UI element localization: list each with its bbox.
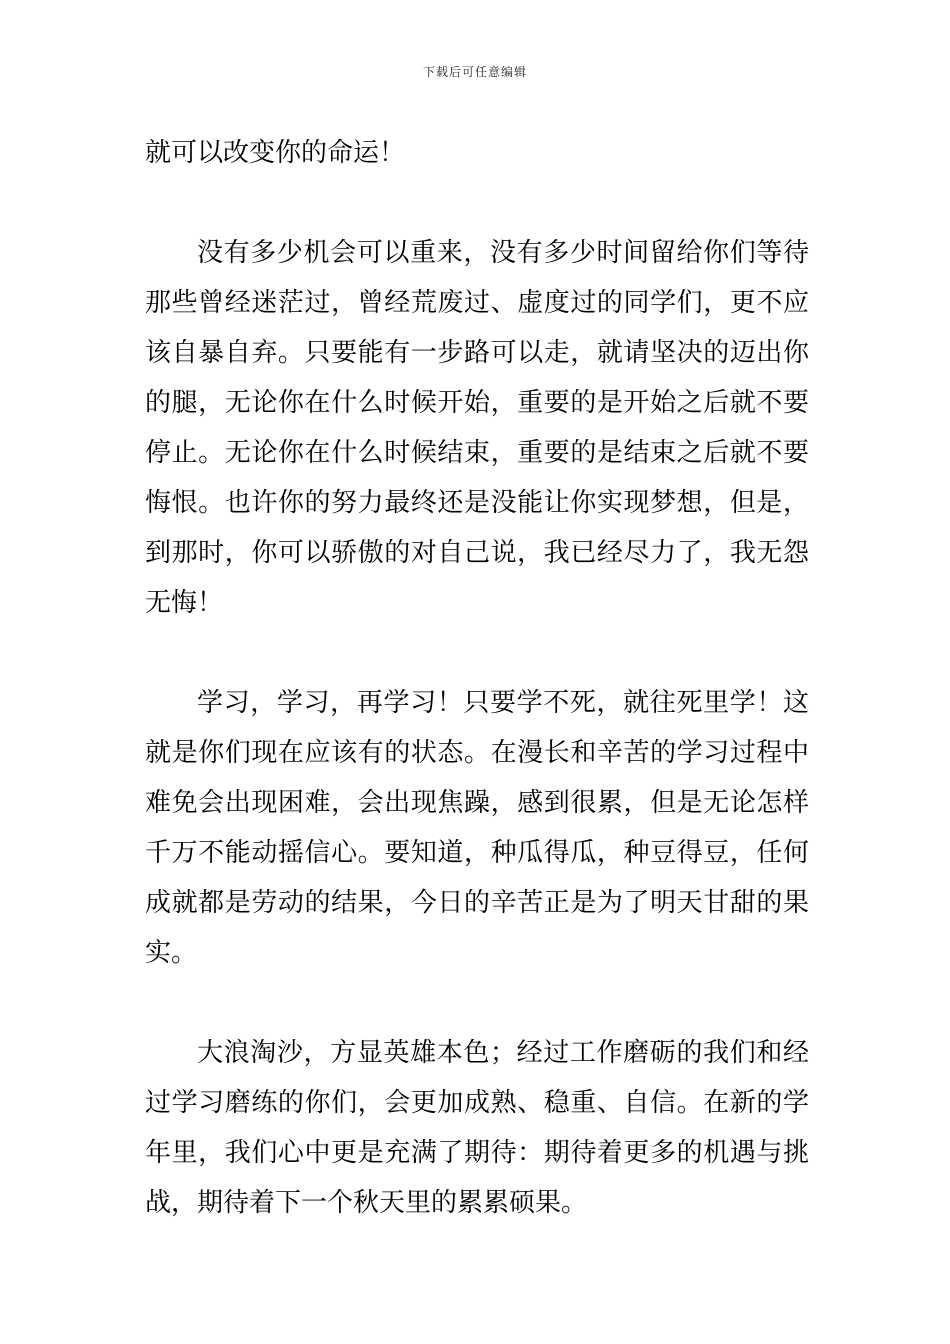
text-line: 该自暴自弃。只要能有一步路可以走，就请坚决的迈出你 [145,338,809,368]
text-line: 年里，我们心中更是充满了期待：期待着更多的机遇与挑 [145,1138,809,1168]
text-line: 战，期待着下一个秋天里的累累硕果。 [145,1188,588,1218]
text-line: 实。 [145,938,198,968]
paragraph [145,228,809,628]
document-body [145,128,809,1228]
text-line: 无悔！ [145,588,224,618]
text-line: 大浪淘沙，方显英雄本色；经过工作磨砺的我们和经 [197,1038,809,1068]
text-line: 就可以改变你的命运！ [145,138,406,168]
page-header-note: 下载后可任意编辑 [422,65,527,79]
text-line: 没有多少机会可以重来，没有多少时间留给你们等待 [197,238,809,268]
text-line: 的腿，无论你在什么时候开始，重要的是开始之后就不要 [145,388,809,418]
text-line: 悔恨。也许你的努力最终还是没能让你实现梦想，但是， [145,488,809,518]
paragraph [145,128,809,178]
paragraph-spacer [145,628,809,678]
text-line: 那些曾经迷茫过，曾经荒废过、虚度过的同学们，更不应 [145,288,809,318]
text-line: 成就都是劳动的结果，今日的辛苦正是为了明天甘甜的果 [145,888,809,918]
paragraph-spacer [145,978,809,1028]
paragraph [145,1028,809,1228]
text-line: 到那时，你可以骄傲的对自己说，我已经尽力了，我无怨 [145,538,809,568]
paragraph-spacer [145,178,809,228]
text-line: 就是你们现在应该有的状态。在漫长和辛苦的学习过程中 [145,738,809,768]
paragraph [145,678,809,978]
text-line: 过学习磨练的你们，会更加成熟、稳重、自信。在新的学 [145,1088,809,1118]
text-line: 学习，学习，再学习！只要学不死，就往死里学！这 [197,688,809,718]
text-line: 难免会出现困难，会出现焦躁，感到很累，但是无论怎样 [145,788,809,818]
text-line: 停止。无论你在什么时候结束，重要的是结束之后就不要 [145,438,809,468]
text-line: 千万不能动摇信心。要知道，种瓜得瓜，种豆得豆，任何 [145,838,809,868]
